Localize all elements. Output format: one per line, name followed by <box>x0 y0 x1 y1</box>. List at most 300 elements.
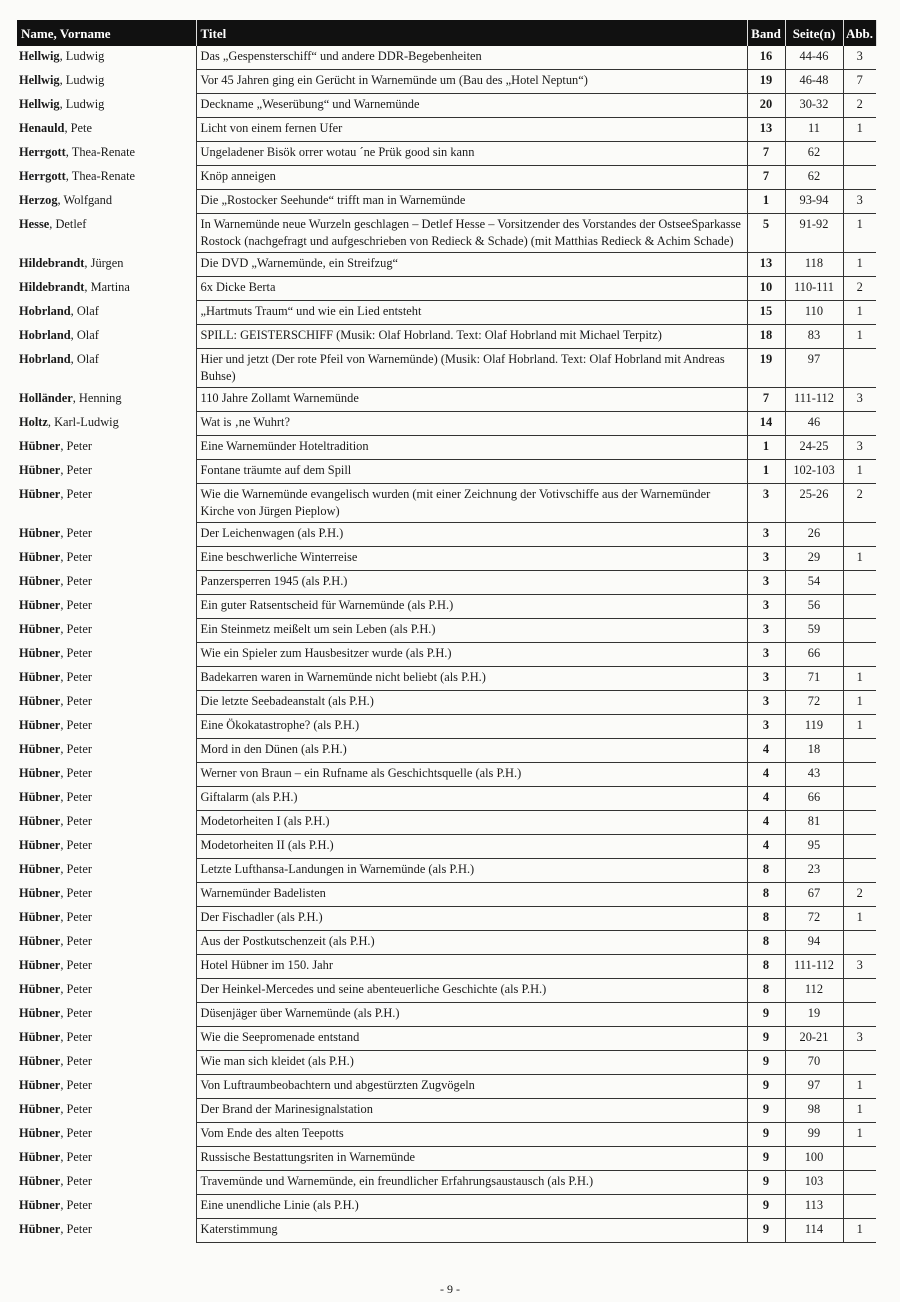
author-given-name: , Peter <box>60 1101 92 1116</box>
pages-cell: 56 <box>785 595 843 619</box>
author-surname: Hübner <box>19 525 61 540</box>
band-cell: 1 <box>747 460 785 484</box>
band-cell: 9 <box>747 1147 785 1171</box>
table-row <box>17 1003 876 1027</box>
article-title-cell: Die „Rostocker Seehunde“ trifft man in Warnemünde <box>196 190 747 214</box>
table-row <box>17 571 876 595</box>
article-title-cell: Die DVD „Warnemünde, ein Streifzug“ <box>196 253 747 277</box>
author-surname: Hübner <box>19 765 61 780</box>
pages-cell: 100 <box>785 1147 843 1171</box>
author-given-name: , Peter <box>60 693 92 708</box>
author-cell <box>17 955 196 979</box>
illustrations-cell: 1 <box>843 118 876 142</box>
author-cell <box>17 619 196 643</box>
author-given-name: , Thea-Renate <box>65 144 136 159</box>
author-given-name: , Peter <box>60 909 92 924</box>
article-title-cell: Von Luftraumbeobachtern und abgestürzten Zugvögeln <box>196 1075 747 1099</box>
band-cell: 19 <box>747 349 785 388</box>
pages-cell: 110 <box>785 301 843 325</box>
author-surname: Hobrland <box>19 327 71 342</box>
band-cell: 4 <box>747 739 785 763</box>
author-surname: Hübner <box>19 1029 61 1044</box>
table-row <box>17 523 876 547</box>
band-cell: 3 <box>747 571 785 595</box>
author-surname: Hübner <box>19 741 61 756</box>
article-title-cell: Ein Steinmetz meißelt um sein Leben (als P.H.) <box>196 619 747 643</box>
author-given-name: , Peter <box>60 597 92 612</box>
pages-cell: 98 <box>785 1099 843 1123</box>
author-surname: Holländer <box>19 390 73 405</box>
illustrations-cell: 1 <box>843 253 876 277</box>
author-cell <box>17 118 196 142</box>
illustrations-cell <box>843 349 876 388</box>
illustrations-cell: 2 <box>843 484 876 523</box>
article-title-cell: Die letzte Seebadeanstalt (als P.H.) <box>196 691 747 715</box>
pages-cell: 83 <box>785 325 843 349</box>
table-row <box>17 763 876 787</box>
illustrations-cell <box>843 1171 876 1195</box>
table-row <box>17 1171 876 1195</box>
article-title-cell: Vom Ende des alten Teepotts <box>196 1123 747 1147</box>
author-given-name: , Peter <box>60 621 92 636</box>
pages-cell: 94 <box>785 931 843 955</box>
band-cell: 9 <box>747 1075 785 1099</box>
pages-cell: 111-112 <box>785 955 843 979</box>
author-surname: Hübner <box>19 573 61 588</box>
author-surname: Hübner <box>19 909 61 924</box>
author-given-name: , Peter <box>60 813 92 828</box>
article-title-cell: Eine Warnemünder Hoteltradition <box>196 436 747 460</box>
article-title-cell: 6x Dicke Berta <box>196 277 747 301</box>
band-cell: 4 <box>747 811 785 835</box>
table-row <box>17 190 876 214</box>
table-row <box>17 595 876 619</box>
illustrations-cell <box>843 142 876 166</box>
band-cell: 3 <box>747 667 785 691</box>
illustrations-cell <box>843 763 876 787</box>
illustrations-cell <box>843 1147 876 1171</box>
pages-cell: 67 <box>785 883 843 907</box>
pages-cell: 46 <box>785 412 843 436</box>
author-cell <box>17 1147 196 1171</box>
author-surname: Hübner <box>19 438 61 453</box>
band-cell: 9 <box>747 1003 785 1027</box>
pages-cell: 119 <box>785 715 843 739</box>
author-given-name: , Ludwig <box>59 49 105 63</box>
illustrations-cell: 3 <box>843 388 876 412</box>
pages-cell: 44-46 <box>785 46 843 70</box>
author-given-name: , Ludwig <box>59 72 105 87</box>
article-title-cell: Warnemünder Badelisten <box>196 883 747 907</box>
band-cell: 8 <box>747 907 785 931</box>
illustrations-cell <box>843 787 876 811</box>
article-title-cell: Wie man sich kleidet (als P.H.) <box>196 1051 747 1075</box>
article-title-cell: In Warnemünde neue Wurzeln geschlagen – Detlef Hesse – Vorsitzender des Vorstandes der OstseeSparkasse Rostock (nachgefragt und aufgeschrieben von Redieck & Schade) (mit Matthias Redieck & Achim Schade) <box>196 214 747 253</box>
author-surname: Hübner <box>19 837 61 852</box>
pages-cell: 97 <box>785 1075 843 1099</box>
author-cell <box>17 190 196 214</box>
author-surname: Hübner <box>19 1149 61 1164</box>
illustrations-cell <box>843 619 876 643</box>
band-cell: 9 <box>747 1195 785 1219</box>
author-cell <box>17 1027 196 1051</box>
table-row <box>17 1051 876 1075</box>
table-row <box>17 907 876 931</box>
author-surname: Hobrland <box>19 351 71 366</box>
author-cell <box>17 46 196 70</box>
article-title-cell: Aus der Postkutschenzeit (als P.H.) <box>196 931 747 955</box>
author-cell <box>17 277 196 301</box>
author-surname: Hellwig <box>19 49 60 63</box>
pages-cell: 29 <box>785 547 843 571</box>
band-cell: 19 <box>747 70 785 94</box>
author-surname: Hobrland <box>19 303 71 318</box>
illustrations-cell: 1 <box>843 1219 876 1243</box>
author-given-name: , Peter <box>60 549 92 564</box>
author-surname: Hübner <box>19 1101 61 1116</box>
author-cell <box>17 595 196 619</box>
pages-cell: 23 <box>785 859 843 883</box>
article-title-cell: Ungeladener Bisök orrer wotau ´ne Prük good sin kann <box>196 142 747 166</box>
author-surname: Hübner <box>19 1221 61 1236</box>
pages-cell: 93-94 <box>785 190 843 214</box>
band-cell: 13 <box>747 118 785 142</box>
pages-cell: 62 <box>785 166 843 190</box>
pages-cell: 24-25 <box>785 436 843 460</box>
illustrations-cell <box>843 595 876 619</box>
band-cell: 16 <box>747 46 785 70</box>
band-cell: 3 <box>747 547 785 571</box>
author-cell <box>17 859 196 883</box>
author-cell <box>17 214 196 253</box>
index-table <box>17 20 877 1243</box>
author-given-name: , Peter <box>60 1149 92 1164</box>
illustrations-cell <box>843 412 876 436</box>
table-row <box>17 619 876 643</box>
author-given-name: , Peter <box>60 486 92 501</box>
table-row <box>17 388 876 412</box>
author-given-name: , Peter <box>60 669 92 684</box>
band-cell: 3 <box>747 619 785 643</box>
table-body <box>17 46 876 1243</box>
article-title-cell: Hotel Hübner im 150. Jahr <box>196 955 747 979</box>
article-title-cell: 110 Jahre Zollamt Warnemünde <box>196 388 747 412</box>
author-given-name: , Peter <box>60 981 92 996</box>
author-cell <box>17 1003 196 1027</box>
article-title-cell: Wie die Seepromenade entstand <box>196 1027 747 1051</box>
author-given-name: , Peter <box>60 741 92 756</box>
band-cell: 7 <box>747 166 785 190</box>
article-title-cell: Hier und jetzt (Der rote Pfeil von Warnemünde) (Musik: Olaf Hobrland. Text: Olaf Hobrland mit Andreas Buhse) <box>196 349 747 388</box>
band-cell: 8 <box>747 931 785 955</box>
illustrations-cell: 1 <box>843 691 876 715</box>
table-row <box>17 883 876 907</box>
article-title-cell: Ein guter Ratsentscheid für Warnemünde (als P.H.) <box>196 595 747 619</box>
illustrations-cell: 7 <box>843 70 876 94</box>
author-cell <box>17 907 196 931</box>
author-cell <box>17 70 196 94</box>
author-surname: Holtz <box>19 414 48 429</box>
pages-cell: 113 <box>785 1195 843 1219</box>
pages-cell: 99 <box>785 1123 843 1147</box>
article-title-cell: Katerstimmung <box>196 1219 747 1243</box>
article-title-cell: Modetorheiten II (als P.H.) <box>196 835 747 859</box>
pages-cell: 118 <box>785 253 843 277</box>
pages-cell: 102-103 <box>785 460 843 484</box>
author-surname: Henauld <box>19 120 65 135</box>
table-row <box>17 643 876 667</box>
author-surname: Hübner <box>19 789 61 804</box>
article-title-cell: Licht von einem fernen Ufer <box>196 118 747 142</box>
table-row <box>17 166 876 190</box>
band-cell: 20 <box>747 94 785 118</box>
pages-cell: 25-26 <box>785 484 843 523</box>
author-cell <box>17 811 196 835</box>
band-cell: 13 <box>747 253 785 277</box>
author-cell <box>17 739 196 763</box>
band-cell: 1 <box>747 190 785 214</box>
author-cell <box>17 349 196 388</box>
table-row <box>17 277 876 301</box>
pages-cell: 11 <box>785 118 843 142</box>
article-title-cell: Das „Gespensterschiff“ und andere DDR-Begebenheiten <box>196 46 747 70</box>
table-row <box>17 835 876 859</box>
article-title-cell: Der Leichenwagen (als P.H.) <box>196 523 747 547</box>
author-given-name: , Peter <box>60 717 92 732</box>
author-given-name: , Peter <box>60 1197 92 1212</box>
illustrations-cell <box>843 523 876 547</box>
author-surname: Hübner <box>19 861 61 876</box>
pages-cell: 46-48 <box>785 70 843 94</box>
author-surname: Hübner <box>19 621 61 636</box>
author-surname: Herzog <box>19 192 58 207</box>
band-cell: 4 <box>747 835 785 859</box>
pages-cell: 112 <box>785 979 843 1003</box>
author-cell <box>17 1051 196 1075</box>
illustrations-cell: 1 <box>843 1075 876 1099</box>
author-cell <box>17 883 196 907</box>
author-surname: Hübner <box>19 486 61 501</box>
illustrations-cell: 2 <box>843 883 876 907</box>
article-title-cell: Badekarren waren in Warnemünde nicht beliebt (als P.H.) <box>196 667 747 691</box>
illustrations-cell <box>843 979 876 1003</box>
illustrations-cell <box>843 643 876 667</box>
author-given-name: , Peter <box>60 1029 92 1044</box>
illustrations-cell <box>843 931 876 955</box>
band-cell: 9 <box>747 1099 785 1123</box>
pages-cell: 70 <box>785 1051 843 1075</box>
illustrations-cell: 1 <box>843 907 876 931</box>
band-cell: 3 <box>747 523 785 547</box>
author-given-name: , Henning <box>72 390 122 405</box>
author-given-name: , Peter <box>60 1005 92 1020</box>
table-row <box>17 1099 876 1123</box>
author-given-name: , Peter <box>60 645 92 660</box>
pages-cell: 91-92 <box>785 214 843 253</box>
article-title-cell: Der Fischadler (als P.H.) <box>196 907 747 931</box>
article-title-cell: Giftalarm (als P.H.) <box>196 787 747 811</box>
article-title-cell: Letzte Lufthansa-Landungen in Warnemünde (als P.H.) <box>196 859 747 883</box>
author-surname: Hübner <box>19 1005 61 1020</box>
band-cell: 8 <box>747 955 785 979</box>
band-cell: 7 <box>747 142 785 166</box>
article-title-cell: Werner von Braun – ein Rufname als Geschichtsquelle (als P.H.) <box>196 763 747 787</box>
author-cell <box>17 301 196 325</box>
author-surname: Hesse <box>19 216 50 231</box>
band-cell: 14 <box>747 412 785 436</box>
author-surname: Hübner <box>19 1125 61 1140</box>
table-row <box>17 484 876 523</box>
author-cell <box>17 547 196 571</box>
illustrations-cell: 3 <box>843 955 876 979</box>
pages-cell: 19 <box>785 1003 843 1027</box>
author-surname: Hübner <box>19 462 61 477</box>
author-cell <box>17 835 196 859</box>
pages-cell: 111-112 <box>785 388 843 412</box>
author-given-name: , Pete <box>64 120 92 135</box>
illustrations-cell <box>843 571 876 595</box>
author-cell <box>17 691 196 715</box>
pages-cell: 72 <box>785 691 843 715</box>
pages-cell: 71 <box>785 667 843 691</box>
pages-cell: 43 <box>785 763 843 787</box>
page-number: - 9 - <box>440 1282 460 1296</box>
table-row <box>17 1195 876 1219</box>
header-name: Name, Vorname <box>17 20 196 46</box>
pages-cell: 72 <box>785 907 843 931</box>
illustrations-cell: 1 <box>843 1099 876 1123</box>
author-cell <box>17 715 196 739</box>
illustrations-cell: 3 <box>843 46 876 70</box>
article-title-cell: SPILL: GEISTERSCHIFF (Musik: Olaf Hobrland. Text: Olaf Hobrland mit Michael Terpitz) <box>196 325 747 349</box>
table-row <box>17 691 876 715</box>
author-given-name: , Peter <box>60 933 92 948</box>
author-surname: Hübner <box>19 645 61 660</box>
illustrations-cell <box>843 1003 876 1027</box>
table-row <box>17 1147 876 1171</box>
author-cell <box>17 1123 196 1147</box>
illustrations-cell: 1 <box>843 301 876 325</box>
band-cell: 10 <box>747 277 785 301</box>
author-given-name: , Ludwig <box>59 96 105 111</box>
table-row <box>17 325 876 349</box>
table-row <box>17 460 876 484</box>
author-given-name: , Peter <box>60 837 92 852</box>
illustrations-cell: 3 <box>843 1027 876 1051</box>
band-cell: 9 <box>747 1123 785 1147</box>
table-row <box>17 118 876 142</box>
table-row <box>17 1219 876 1243</box>
author-given-name: , Peter <box>60 861 92 876</box>
band-cell: 3 <box>747 715 785 739</box>
header-abb: Abb. <box>843 20 876 46</box>
table-row <box>17 142 876 166</box>
author-surname: Hildebrandt <box>19 255 85 270</box>
author-cell <box>17 763 196 787</box>
author-cell <box>17 1099 196 1123</box>
pages-cell: 103 <box>785 1171 843 1195</box>
illustrations-cell: 1 <box>843 667 876 691</box>
author-given-name: , Thea-Renate <box>65 168 136 183</box>
illustrations-cell: 1 <box>843 214 876 253</box>
author-surname: Hübner <box>19 885 61 900</box>
author-given-name: , Peter <box>60 885 92 900</box>
author-surname: Hübner <box>19 597 61 612</box>
article-title-cell: Eine unendliche Linie (als P.H.) <box>196 1195 747 1219</box>
illustrations-cell: 3 <box>843 190 876 214</box>
author-given-name: , Karl-Ludwig <box>47 414 119 429</box>
author-given-name: , Wolfgand <box>57 192 113 207</box>
illustrations-cell: 2 <box>843 94 876 118</box>
article-title-cell: Vor 45 Jahren ging ein Gerücht in Warnemünde um (Bau des „Hotel Neptun“) <box>196 70 747 94</box>
author-cell <box>17 253 196 277</box>
illustrations-cell: 1 <box>843 325 876 349</box>
table-row <box>17 955 876 979</box>
author-cell <box>17 1219 196 1243</box>
author-cell <box>17 166 196 190</box>
article-title-cell: Deckname „Weserübung“ und Warnemünde <box>196 94 747 118</box>
author-given-name: , Olaf <box>70 351 99 366</box>
author-given-name: , Peter <box>60 1077 92 1092</box>
author-surname: Hübner <box>19 933 61 948</box>
author-given-name: , Peter <box>60 438 92 453</box>
table-row <box>17 811 876 835</box>
author-cell <box>17 94 196 118</box>
illustrations-cell: 2 <box>843 277 876 301</box>
illustrations-cell: 3 <box>843 436 876 460</box>
author-given-name: , Peter <box>60 525 92 540</box>
author-cell <box>17 571 196 595</box>
table-row <box>17 931 876 955</box>
author-given-name: , Jürgen <box>84 255 124 270</box>
table-row <box>17 547 876 571</box>
author-cell <box>17 484 196 523</box>
author-given-name: , Peter <box>60 1221 92 1236</box>
article-title-cell: Knöp anneigen <box>196 166 747 190</box>
author-cell <box>17 460 196 484</box>
table-row <box>17 412 876 436</box>
author-given-name: , Martina <box>84 279 130 294</box>
table-row <box>17 859 876 883</box>
band-cell: 7 <box>747 388 785 412</box>
table-row <box>17 253 876 277</box>
table-row <box>17 1075 876 1099</box>
author-given-name: , Peter <box>60 789 92 804</box>
author-cell <box>17 979 196 1003</box>
band-cell: 8 <box>747 979 785 1003</box>
table-row <box>17 349 876 388</box>
pages-cell: 66 <box>785 643 843 667</box>
table-row <box>17 667 876 691</box>
article-title-cell: Eine Ökokatastrophe? (als P.H.) <box>196 715 747 739</box>
author-surname: Hübner <box>19 693 61 708</box>
band-cell: 8 <box>747 859 785 883</box>
table-row <box>17 301 876 325</box>
article-title-cell: Modetorheiten I (als P.H.) <box>196 811 747 835</box>
author-surname: Herrgott <box>19 168 66 183</box>
illustrations-cell <box>843 166 876 190</box>
table-row <box>17 46 876 70</box>
author-cell <box>17 643 196 667</box>
illustrations-cell <box>843 835 876 859</box>
author-surname: Hellwig <box>19 96 60 111</box>
article-title-cell: Wie ein Spieler zum Hausbesitzer wurde (als P.H.) <box>196 643 747 667</box>
pages-cell: 110-111 <box>785 277 843 301</box>
author-cell <box>17 412 196 436</box>
table-row <box>17 979 876 1003</box>
author-surname: Hübner <box>19 1053 61 1068</box>
illustrations-cell: 1 <box>843 460 876 484</box>
